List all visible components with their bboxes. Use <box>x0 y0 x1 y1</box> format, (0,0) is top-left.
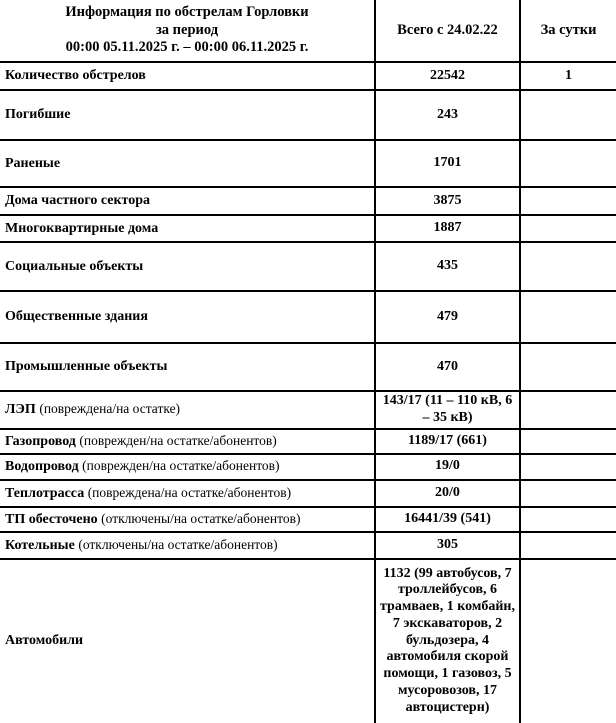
row-daily-value <box>520 90 616 140</box>
row-daily-value: 1 <box>520 62 616 90</box>
row-label: Социальные объекты <box>0 242 375 291</box>
row-label: Количество обстрелов <box>0 62 375 90</box>
row-daily-value <box>520 343 616 391</box>
row-daily-value <box>520 429 616 454</box>
row-label: Газопровод (поврежден/на остатке/абонентов) <box>0 429 375 454</box>
row-label: ТП обесточено (отключены/на остатке/абонентов) <box>0 507 375 532</box>
row-total-value: 143/17 (11 – 110 кВ, 6 – 35 кВ) <box>375 391 520 429</box>
table-title-line: за период <box>155 21 219 38</box>
row-total-value: 305 <box>375 532 520 559</box>
table-body <box>0 62 616 723</box>
table-row <box>0 215 616 242</box>
row-label: ЛЭП (повреждена/на остатке) <box>0 391 375 429</box>
row-label: Автомобили <box>0 559 375 723</box>
row-daily-value <box>520 454 616 480</box>
table-row <box>0 90 616 140</box>
table-title-line: 00:00 05.11.2025 г. – 00:00 06.11.2025 г. <box>65 39 309 56</box>
row-total-value: 1189/17 (661) <box>375 429 520 454</box>
row-total-value: 470 <box>375 343 520 391</box>
table-row <box>0 391 616 429</box>
table-row <box>0 559 616 723</box>
row-daily-value <box>520 187 616 215</box>
row-total-value: 16441/39 (541) <box>375 507 520 532</box>
table-row <box>0 62 616 90</box>
row-label: Погибшие <box>0 90 375 140</box>
col-header-daily: За сутки <box>520 0 616 62</box>
table-row <box>0 140 616 187</box>
row-daily-value <box>520 480 616 507</box>
table-title-line: Информация по обстрелам Горловки <box>65 4 309 21</box>
row-total-value: 19/0 <box>375 454 520 480</box>
table-row <box>0 480 616 507</box>
row-label: Теплотрасса (повреждена/на остатке/абонентов) <box>0 480 375 507</box>
row-total-value: 243 <box>375 90 520 140</box>
row-daily-value <box>520 532 616 559</box>
row-label: Котельные (отключены/на остатке/абонентов) <box>0 532 375 559</box>
row-total-value: 435 <box>375 242 520 291</box>
row-label: Многоквартирные дома <box>0 215 375 242</box>
row-total-value: 479 <box>375 291 520 343</box>
row-daily-value <box>520 242 616 291</box>
row-label: Дома частного сектора <box>0 187 375 215</box>
table-row <box>0 291 616 343</box>
table-row <box>0 429 616 454</box>
table-row <box>0 187 616 215</box>
table-row <box>0 532 616 559</box>
row-daily-value <box>520 291 616 343</box>
row-label: Водопровод (поврежден/на остатке/абонентов) <box>0 454 375 480</box>
row-daily-value <box>520 391 616 429</box>
row-total-value: 1887 <box>375 215 520 242</box>
row-daily-value <box>520 140 616 187</box>
table-row <box>0 242 616 291</box>
row-label: Раненые <box>0 140 375 187</box>
table-row <box>0 343 616 391</box>
row-total-value: 1132 (99 автобусов, 7 троллейбусов, 6 трамваев, 1 комбайн, 7 экскаваторов, 2 бульдозера, 4 автомобиля скорой помощи, 1 газовоз, 5 мусоровозов, 17 автоцистерн) <box>375 559 520 723</box>
row-total-value: 1701 <box>375 140 520 187</box>
table-row <box>0 454 616 480</box>
row-daily-value <box>520 507 616 532</box>
row-label: Промышленные объекты <box>0 343 375 391</box>
row-total-value: 3875 <box>375 187 520 215</box>
table-title <box>0 0 375 62</box>
row-label: Общественные здания <box>0 291 375 343</box>
row-total-value: 22542 <box>375 62 520 90</box>
header-row <box>0 0 616 62</box>
row-daily-value <box>520 215 616 242</box>
col-header-total: Всего с 24.02.22 <box>375 0 520 62</box>
row-total-value: 20/0 <box>375 480 520 507</box>
table-row <box>0 507 616 532</box>
row-daily-value <box>520 559 616 723</box>
